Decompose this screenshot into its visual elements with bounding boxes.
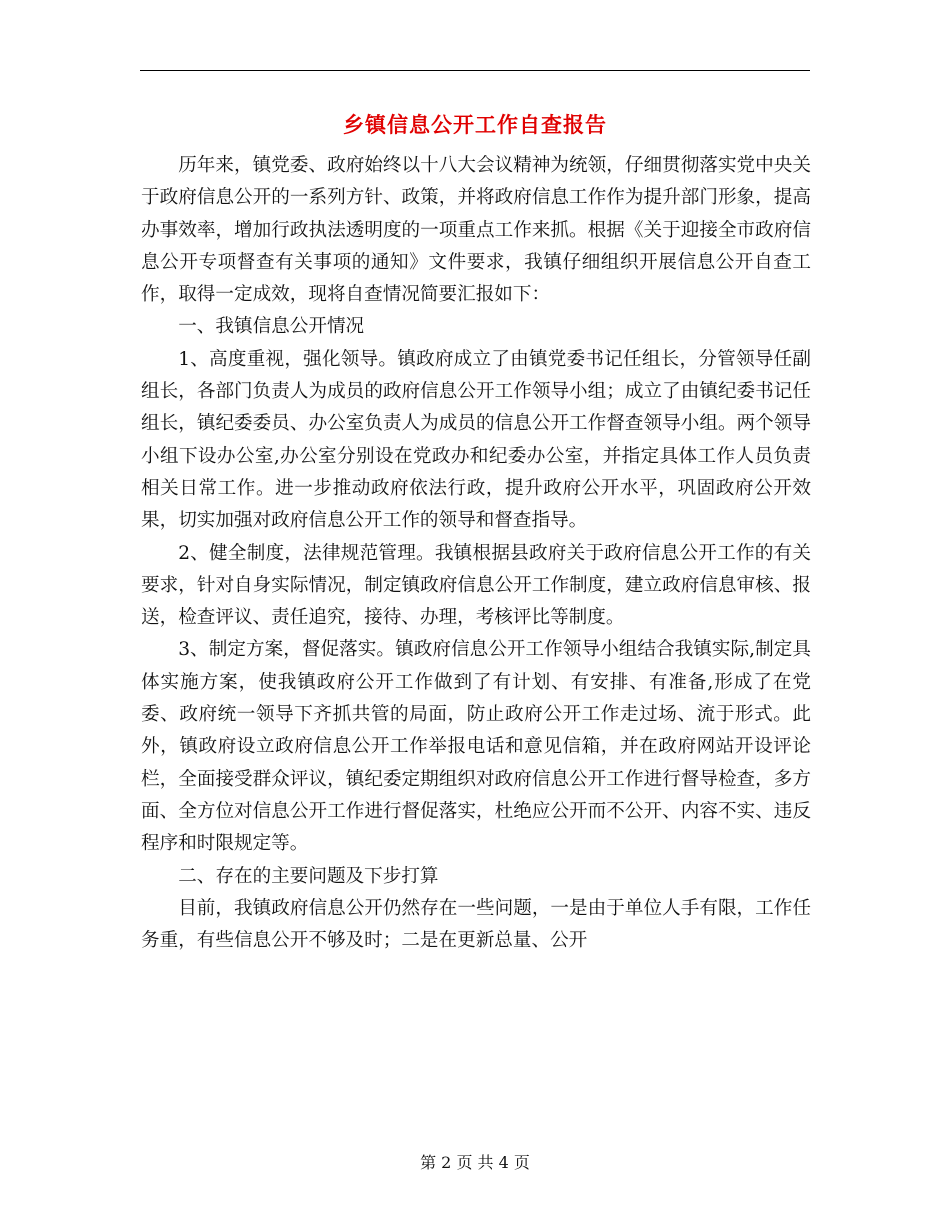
- paragraph-intro: 历年来，镇党委、政府始终以十八大会议精神为统领，仔细贯彻落实党中央关于政府信息公开的一系列方针、政策，并将政府信息工作作为提升部门形象，提高办事效率，增加行政执法透明度的一项重点工作来抓。根据《关于迎接全市政府信息公开专项督查有关事项的通知》文件要求，我镇仔细组织开展信息公开自查工作，取得一定成效，现将自查情况简要汇报如下：: [141, 155, 811, 306]
- document-body: [141, 150, 811, 957]
- document-title: 乡镇信息公开工作自查报告: [343, 112, 607, 137]
- paragraph-item-3: 3、制定方案，督促落实。镇政府信息公开工作领导小组结合我镇实际,制定具体实施方案，使我镇政府公开工作做到了有计划、有安排、有准备,形成了在党委、政府统一领导下齐抓共管的局面，防止政府公开工作走过场、流于形式。此外，镇政府设立政府信息公开工作举报电话和意见信箱，并在政府网站开设评论栏，全面接受群众评议，镇纪委定期组织对政府信息公开工作进行督导检查，多方面、全方位对信息公开工作进行督促落实，杜绝应公开而不公开、内容不实、违反程序和时限规定等。: [141, 639, 811, 855]
- page-number: 第 2 页 共 4 页: [420, 1153, 530, 1172]
- section-heading-1: 一、我镇信息公开情况: [178, 316, 365, 338]
- section-heading-2: 二、存在的主要问题及下步打算: [178, 865, 439, 887]
- paragraph-item-2: 2、健全制度，法律规范管理。我镇根据县政府关于政府信息公开工作的有关要求，针对自身实际情况，制定镇政府信息公开工作制度，建立政府信息审核、报送，检查评议、责任追究，接待、办理，考核评比等制度。: [141, 542, 811, 629]
- paragraph-item-1: 1、高度重视，强化领导。镇政府成立了由镇党委书记任组长，分管领导任副组长，各部门负责人为成员的政府信息公开工作领导小组；成立了由镇纪委书记任组长，镇纪委委员、办公室负责人为成员的信息公开工作督查领导小组。两个领导小组下设办公室,办公室分别设在党政办和纪委办公室，并指定具体工作人员负责相关日常工作。进一步推动政府依法行政，提升政府公开水平，巩固政府公开效果，切实加强对政府信息公开工作的领导和督查指导。: [141, 348, 811, 532]
- header-rule: [140, 70, 810, 71]
- paragraph-problems: 目前，我镇政府信息公开仍然存在一些问题，一是由于单位人手有限，工作任务重，有些信息公开不够及时；二是在更新总量、公开: [141, 897, 811, 952]
